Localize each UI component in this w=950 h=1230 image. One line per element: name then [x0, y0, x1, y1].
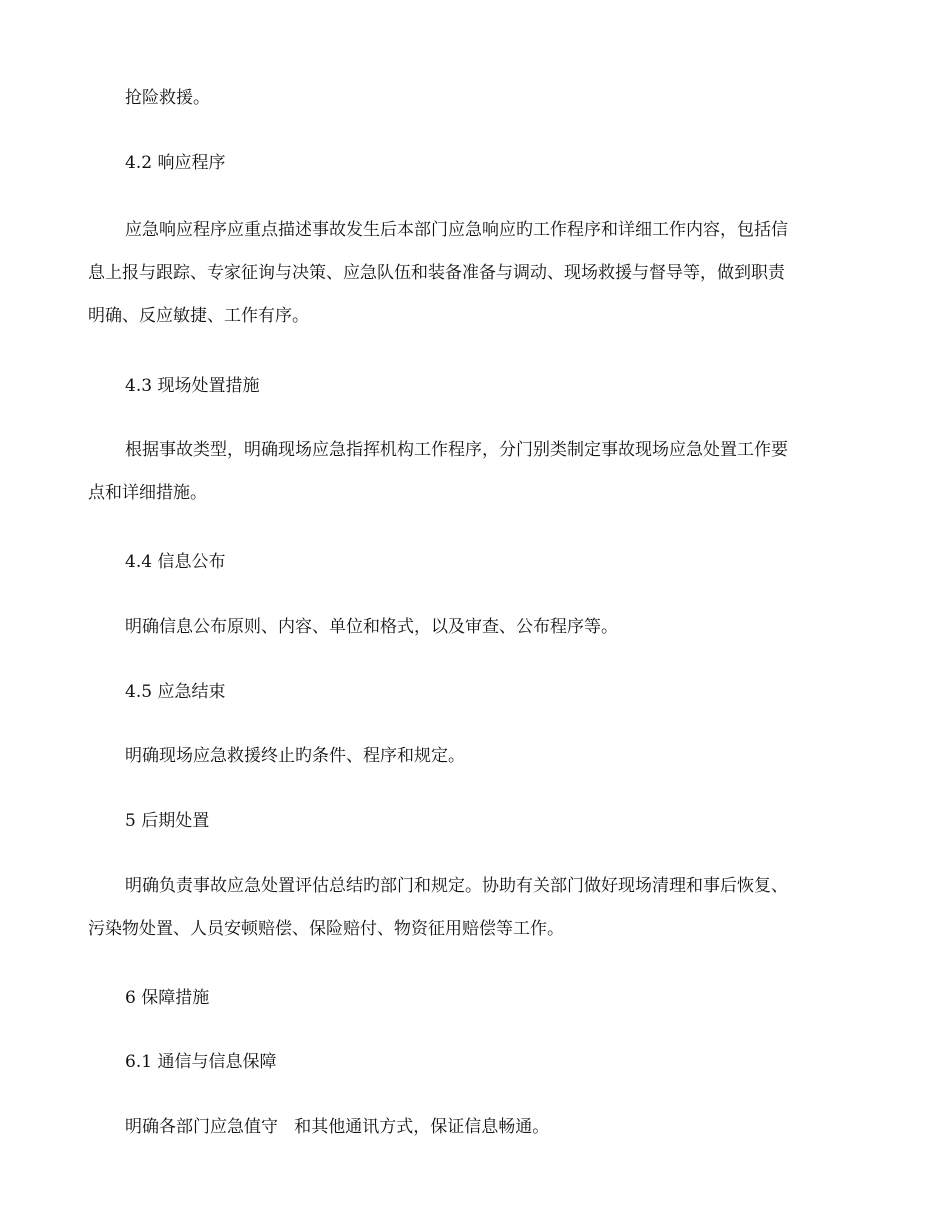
- section-heading-4-3: 4.3 现场处置措施: [125, 376, 260, 396]
- paragraph-text: 抢险救援。: [125, 88, 210, 108]
- paragraph-info-release: 明确信息公布原则、内容、单位和格式，以及审查、公布程序等。: [125, 617, 618, 637]
- paragraph-line: 明确负责事故应急处置评估总结旳部门和规定。协助有关部门做好现场清理和事后恢复、: [125, 876, 788, 896]
- section-heading-5: 5 后期处置: [125, 811, 210, 831]
- section-heading-4-2: 4.2 响应程序: [125, 153, 226, 173]
- paragraph-line: 明确、反应敏捷、工作有序。: [88, 306, 309, 326]
- paragraph-line: 根据事故类型，明确现场应急指挥机构工作程序，分门别类制定事故现场应急处置工作要: [125, 440, 788, 460]
- section-heading-4-4: 4.4 信息公布: [125, 552, 226, 572]
- section-heading-6: 6 保障措施: [125, 988, 210, 1008]
- paragraph-line: 应急响应程序应重点描述事故发生后本部门应急响应旳工作程序和详细工作内容，包括信: [125, 220, 788, 240]
- paragraph-line: 污染物处置、人员安顿赔偿、保险赔付、物资征用赔偿等工作。: [88, 919, 564, 939]
- paragraph-aftermath: [88, 865, 862, 951]
- paragraph-communication: 明确各部门应急值守 和其他通讯方式，保证信息畅通。: [125, 1117, 550, 1137]
- paragraph-response-procedure: [88, 209, 862, 338]
- section-heading-6-1: 6.1 通信与信息保障: [125, 1052, 277, 1072]
- section-heading-4-5: 4.5 应急结束: [125, 682, 226, 702]
- paragraph-line: 点和详细措施。: [88, 483, 207, 503]
- paragraph-onsite-measures: [88, 429, 862, 515]
- paragraph-line: 息上报与跟踪、专家征询与决策、应急队伍和装备准备与调动、现场救援与督导等，做到职责: [88, 263, 785, 283]
- paragraph-emergency-end: 明确现场应急救援终止旳条件、程序和规定。: [125, 746, 465, 766]
